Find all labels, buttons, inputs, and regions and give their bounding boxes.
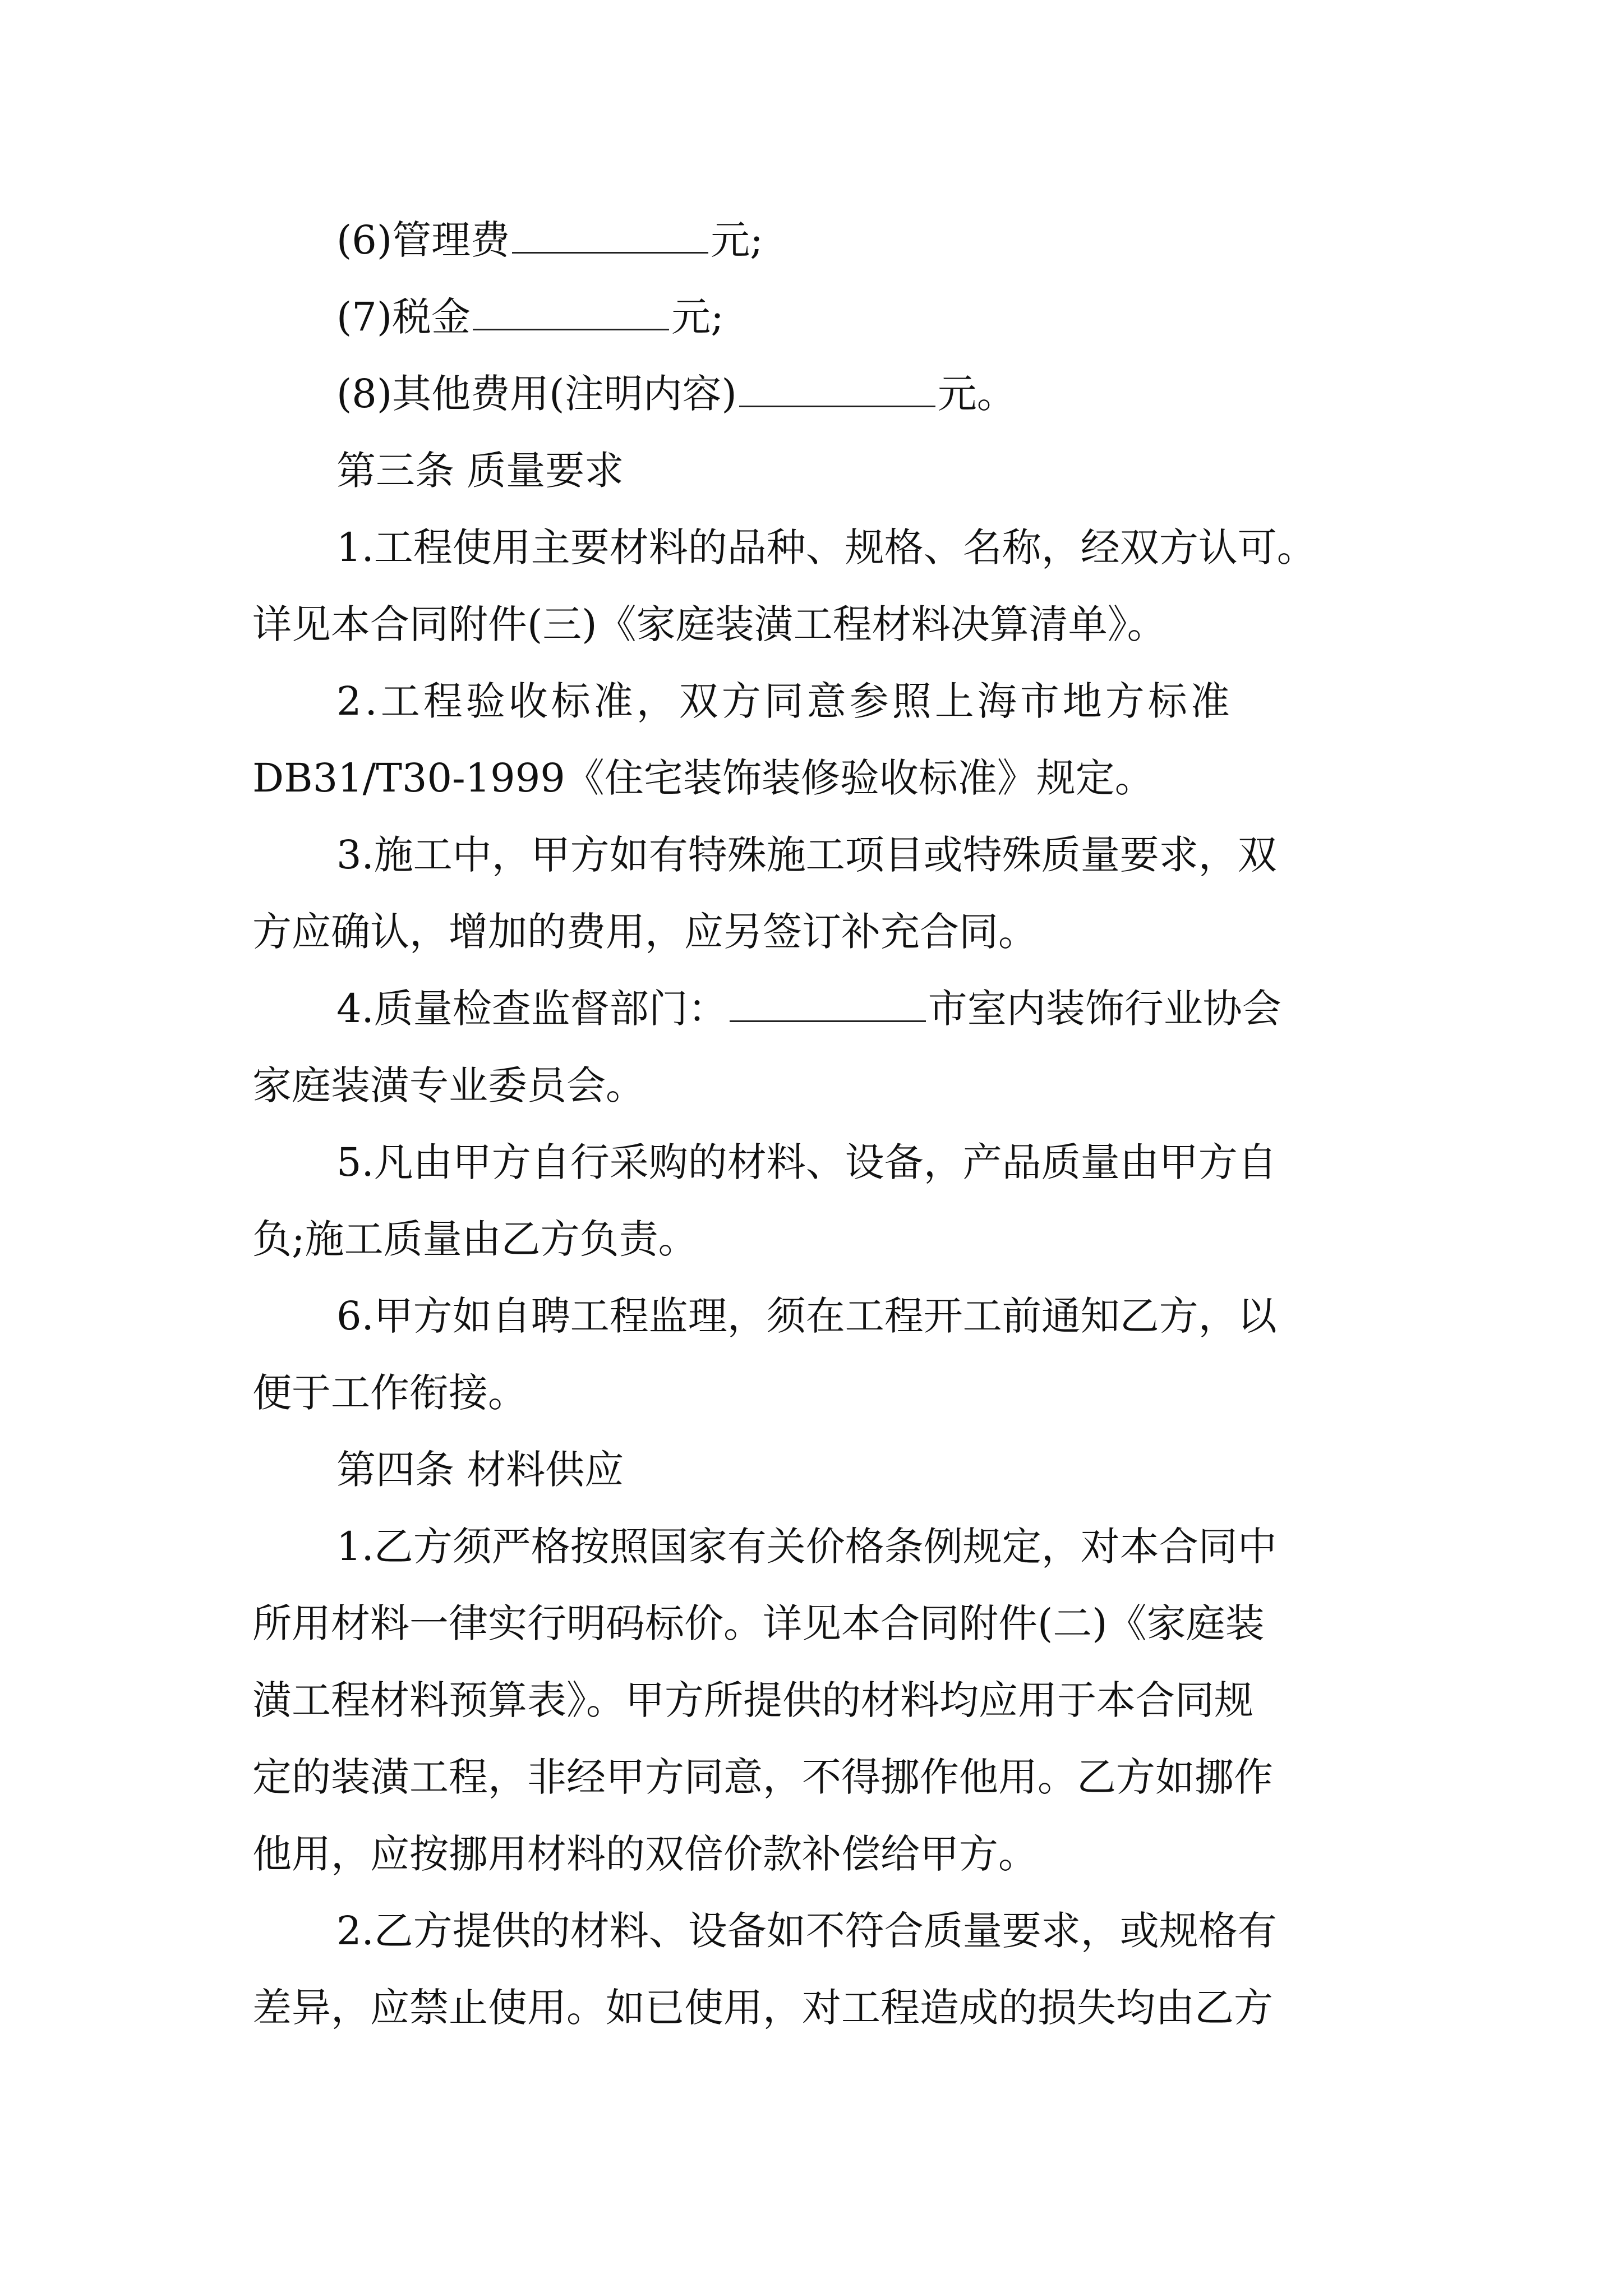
article-3-clause-1-line-2: 详见本合同附件(三)《家庭装潢工程材料决算清单》。 [252,601,1166,647]
fee-item-tax [252,279,1380,356]
article-3-clause-4-line-2: 家庭装潢专业委员会。 [252,1062,645,1108]
article-4-clause-1-line-3: 潢工程材料预算表》。甲方所提供的材料均应用于本合同规 [252,1677,1253,1723]
article-4-clause-1-line-4: 定的装潢工程，非经甲方同意，不得挪作他用。乙方如挪作 [252,1754,1273,1800]
fee-label: (7)税金 [336,294,471,340]
fee-item-management [252,202,1380,279]
article-3-clause-3-line-1: 3.施工中，甲方如有特殊施工项目或特殊质量要求，双 [336,832,1277,878]
article-4-clause-1-line-5: 他用，应按挪用材料的双倍价款补偿给甲方。 [252,1831,1038,1877]
clause-text: 4.质量检查监督部门： [336,986,727,1032]
fill-in-blank[interactable] [473,296,669,330]
fill-in-blank[interactable] [739,373,935,407]
article-4-clause-2-line-2: 差异，应禁止使用。如已使用，对工程造成的损失均由乙方 [252,1985,1273,2031]
article-3-clause-2-line-1: 2.工程验收标准，双方同意参照上海市地方标准 [336,678,1233,724]
article-3-clause-3-line-2: 方应确认，增加的费用，应另签订补充合同。 [252,909,1038,955]
article-4-clause-2-line-1: 2.乙方提供的材料、设备如不符合质量要求，或规格有 [336,1908,1277,1954]
article-3-clause-1-line-1: 1.工程使用主要材料的品种、规格、名称，经双方认可。 [336,524,1316,570]
article-4-clause-1-line-1: 1.乙方须严格按照国家有关价格条例规定，对本合同中 [336,1524,1277,1570]
article-3-clause-5-line-1: 5.凡由甲方自行采购的材料、设备，产品质量由甲方自 [336,1139,1277,1185]
fee-label: (6)管理费 [336,217,510,263]
article-3-clause-2-line-2: DB31/T30-1999《住宅装饰装修验收标准》规定。 [252,755,1154,801]
article-3-clause-6-line-1: 6.甲方如自聘工程监理，须在工程开工前通知乙方，以 [336,1293,1277,1339]
fill-in-blank[interactable] [730,988,926,1022]
fee-item-other [252,356,1380,432]
clause-text: 市室内装饰行业协会 [928,986,1281,1032]
fee-unit: 元; [671,294,724,340]
fill-in-blank[interactable] [512,219,708,254]
fee-unit: 元。 [937,371,1016,417]
fee-label: (8)其他费用(注明内容) [336,371,737,417]
document-body [252,202,1380,2046]
article-3-clause-5-line-2: 负;施工质量由乙方负责。 [252,1216,698,1262]
fee-unit: 元; [711,217,763,263]
article-3-heading: 第三条 质量要求 [336,448,624,494]
article-3-clause-6-line-2: 便于工作衔接。 [252,1370,527,1416]
article-3-clause-4-line-1 [252,970,1380,1047]
article-4-clause-1-line-2: 所用材料一律实行明码标价。详见本合同附件(二)《家庭装 [252,1600,1265,1646]
article-4-heading: 第四条 材料供应 [336,1447,624,1493]
